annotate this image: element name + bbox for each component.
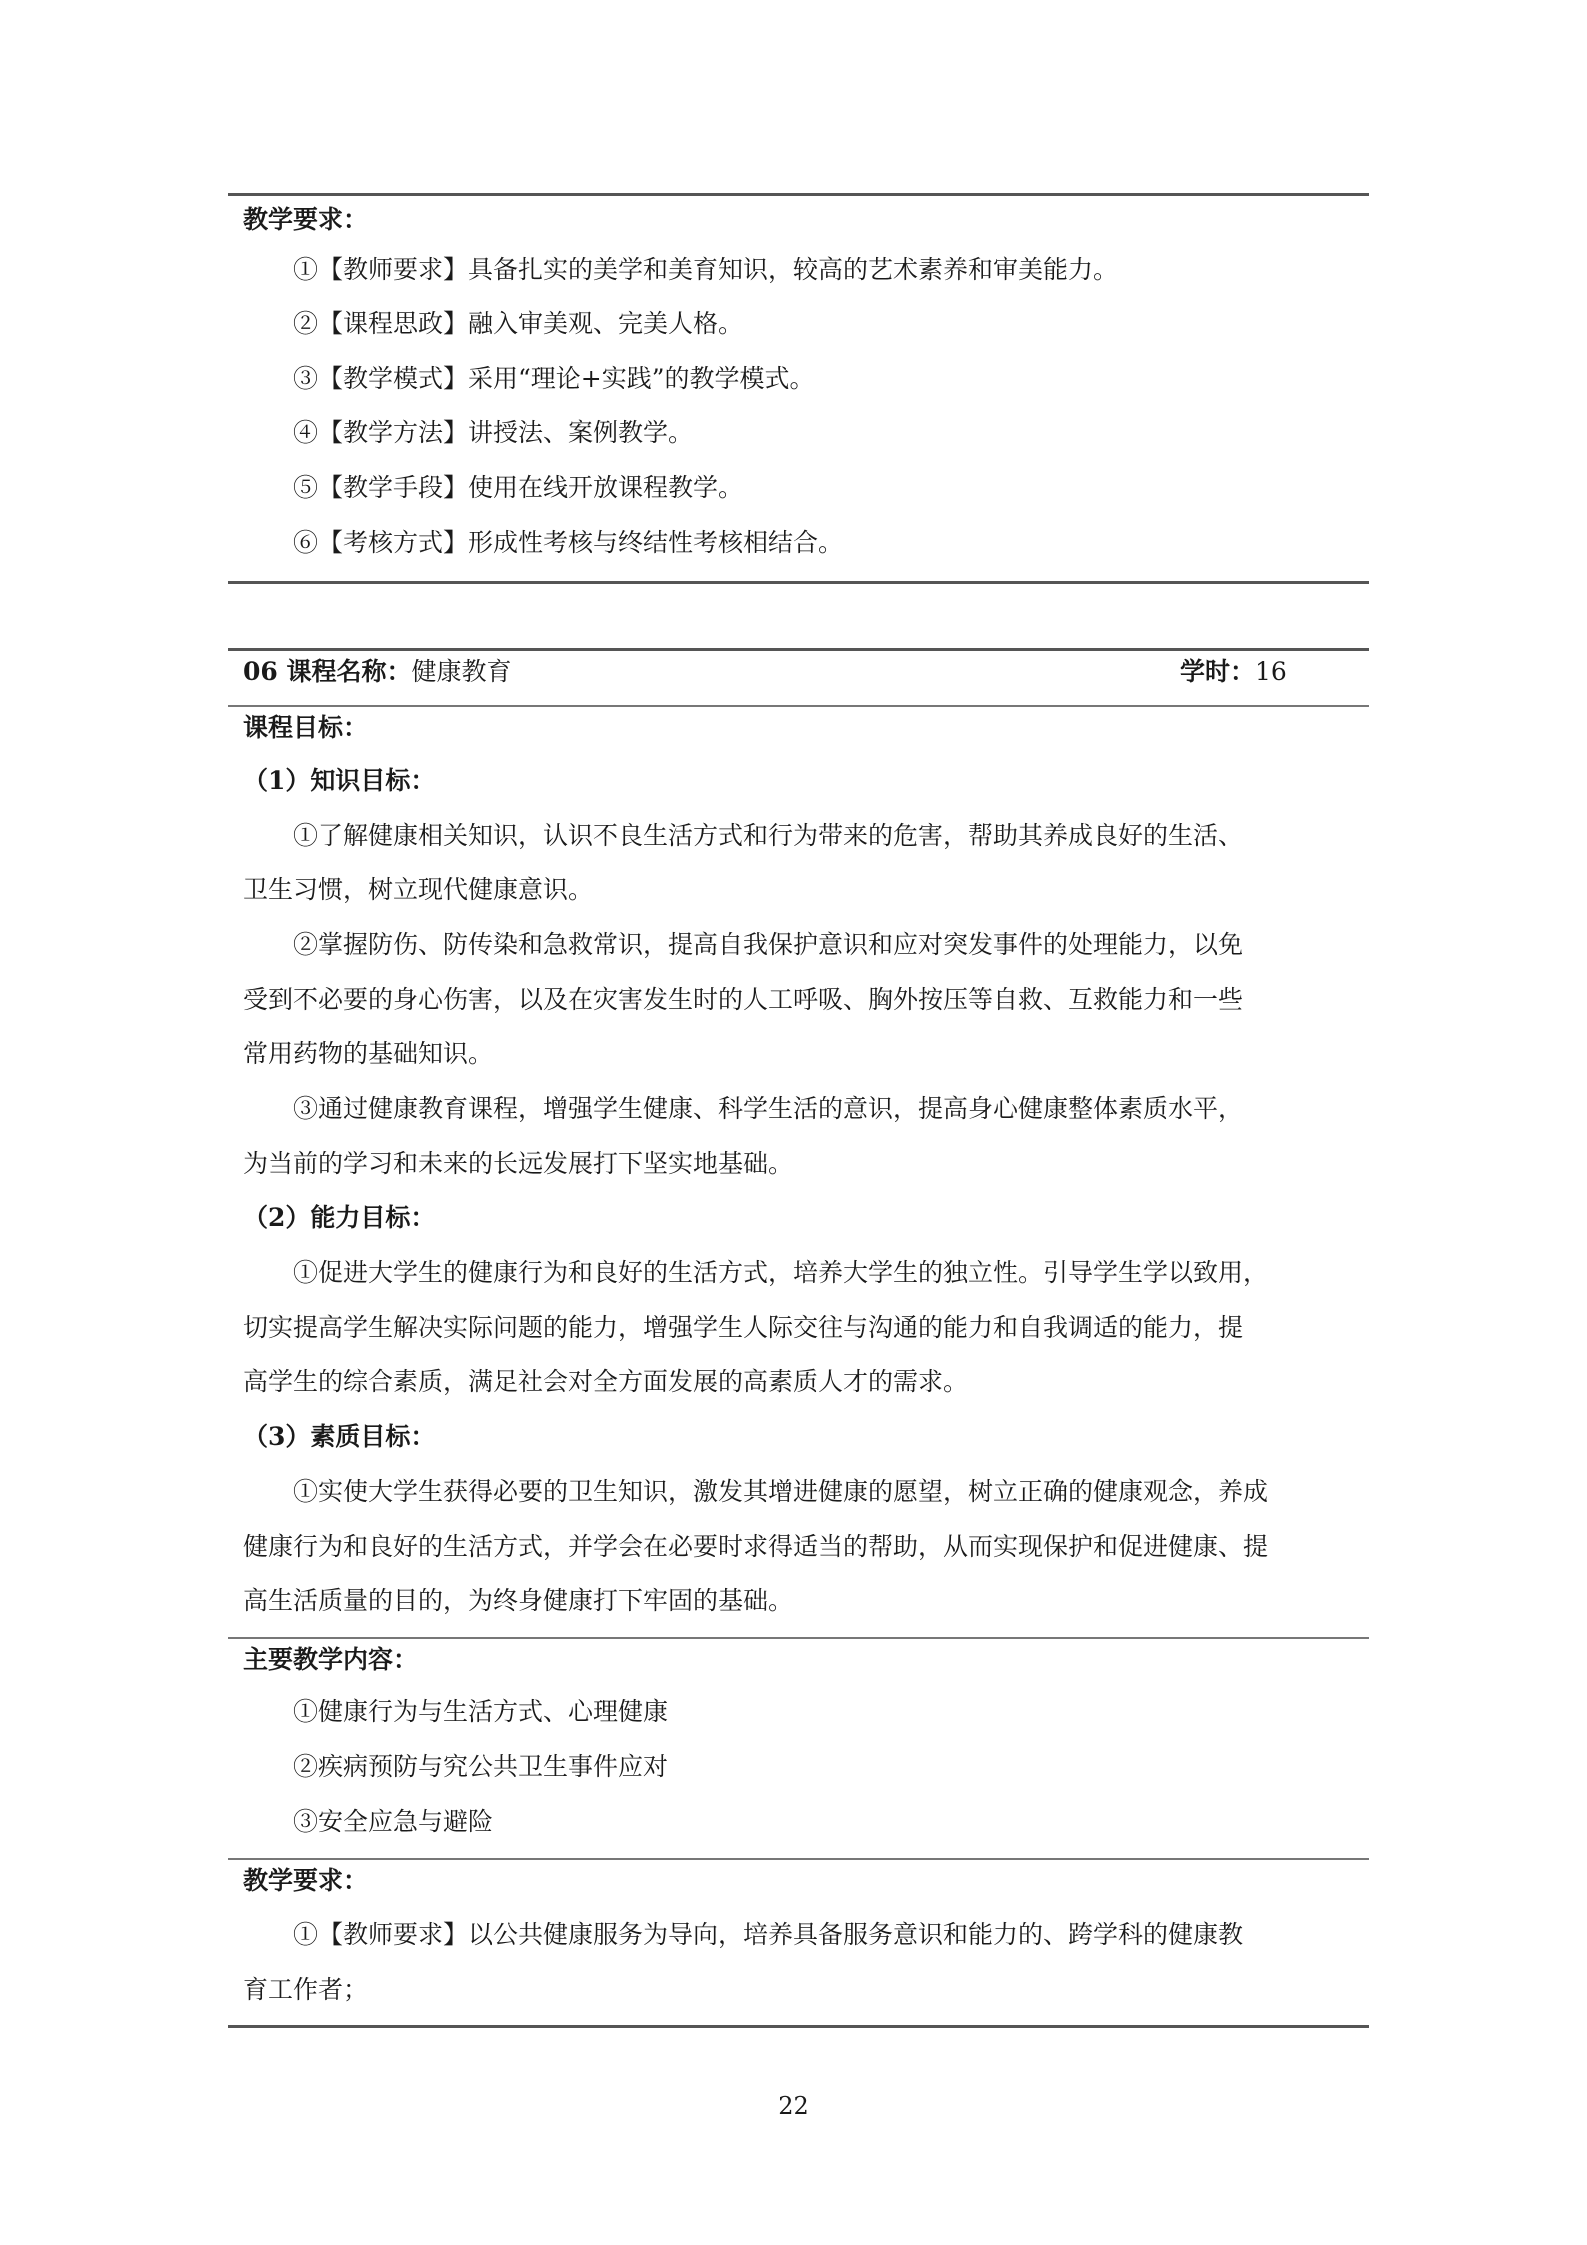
course-name: 健康教育 <box>411 657 512 686</box>
row-divider <box>228 705 1369 707</box>
paragraph-line: 受到不必要的身心伤害，以及在灾害发生时的人工呼吸、胸外按压等自救、互救能力和一些 <box>243 985 1244 1014</box>
paragraph-line: 常用药物的基础知识。 <box>243 1039 494 1068</box>
row-divider <box>228 1858 1369 1860</box>
requirement-item: ①【教师要求】具备扎实的美学和美育知识，较高的艺术素养和审美能力。 <box>293 255 1119 284</box>
table-rule-top <box>228 648 1369 651</box>
paragraph-line: ③通过健康教育课程，增强学生健康、科学生活的意识，提高身心健康整体素质水平， <box>293 1094 1244 1123</box>
quality-goals-heading: （3）素质目标： <box>243 1422 436 1451</box>
requirement-item: ⑤【教学手段】使用在线开放课程教学。 <box>293 473 744 502</box>
main-content-heading: 主要教学内容： <box>243 1645 419 1674</box>
paragraph-line: 高生活质量的目的，为终身健康打下牢固的基础。 <box>243 1586 794 1615</box>
requirement-item: ④【教学方法】讲授法、案例教学。 <box>293 418 694 447</box>
paragraph-line: ①了解健康相关知识，认识不良生活方式和行为带来的危害，帮助其养成良好的生活、 <box>293 821 1244 850</box>
ability-goals-heading: （2）能力目标： <box>243 1203 436 1232</box>
course-hours <box>1180 655 1287 689</box>
hours-value: 16 <box>1255 657 1287 686</box>
course-name-label: 06 课程名称： <box>243 657 412 686</box>
page-number: 22 <box>778 2092 809 2120</box>
content-item: ③安全应急与避险 <box>293 1807 494 1836</box>
content-item: ①健康行为与生活方式、心理健康 <box>293 1697 669 1726</box>
paragraph-line: ①【教师要求】以公共健康服务为导向，培养具备服务意识和能力的、跨学科的健康教 <box>293 1920 1244 1949</box>
paragraph-line: 高学生的综合素质，满足社会对全方面发展的高素质人才的需求。 <box>243 1367 969 1396</box>
requirement-item: ②【课程思政】融入审美观、完美人格。 <box>293 309 744 338</box>
table-rule-bottom <box>228 581 1369 584</box>
paragraph-line: ②掌握防伤、防传染和急救常识，提高自我保护意识和应对突发事件的处理能力，以免 <box>293 930 1244 959</box>
course-goals-heading: 课程目标： <box>243 713 369 742</box>
paragraph-line: 卫生习惯，树立现代健康意识。 <box>243 875 594 904</box>
paragraph-line: ①促进大学生的健康行为和良好的生活方式，培养大学生的独立性。引导学生学以致用， <box>293 1258 1269 1287</box>
table-rule-top <box>228 193 1369 196</box>
paragraph-line: ①实使大学生获得必要的卫生知识，激发其增进健康的愿望，树立正确的健康观念，养成 <box>293 1477 1269 1506</box>
content-item: ②疾病预防与究公共卫生事件应对 <box>293 1752 669 1781</box>
paragraph-line: 为当前的学习和未来的长远发展打下坚实地基础。 <box>243 1149 794 1178</box>
hours-label: 学时： <box>1180 657 1256 686</box>
paragraph-line: 育工作者； <box>243 1975 369 2004</box>
paragraph-line: 健康行为和良好的生活方式，并学会在必要时求得适当的帮助，从而实现保护和促进健康、提 <box>243 1532 1269 1561</box>
row-divider <box>228 1637 1369 1639</box>
course-name-row <box>243 655 512 689</box>
teaching-requirements-heading: 教学要求： <box>243 205 369 234</box>
requirement-item: ③【教学模式】采用“理论+实践”的教学模式。 <box>293 364 815 393</box>
teaching-requirements-heading: 教学要求： <box>243 1866 369 1895</box>
paragraph-line: 切实提高学生解决实际问题的能力，增强学生人际交往与沟通的能力和自我调适的能力，提 <box>243 1313 1244 1342</box>
requirement-item: ⑥【考核方式】形成性考核与终结性考核相结合。 <box>293 528 844 557</box>
knowledge-goals-heading: （1）知识目标： <box>243 766 436 795</box>
table-rule-bottom <box>228 2025 1369 2028</box>
